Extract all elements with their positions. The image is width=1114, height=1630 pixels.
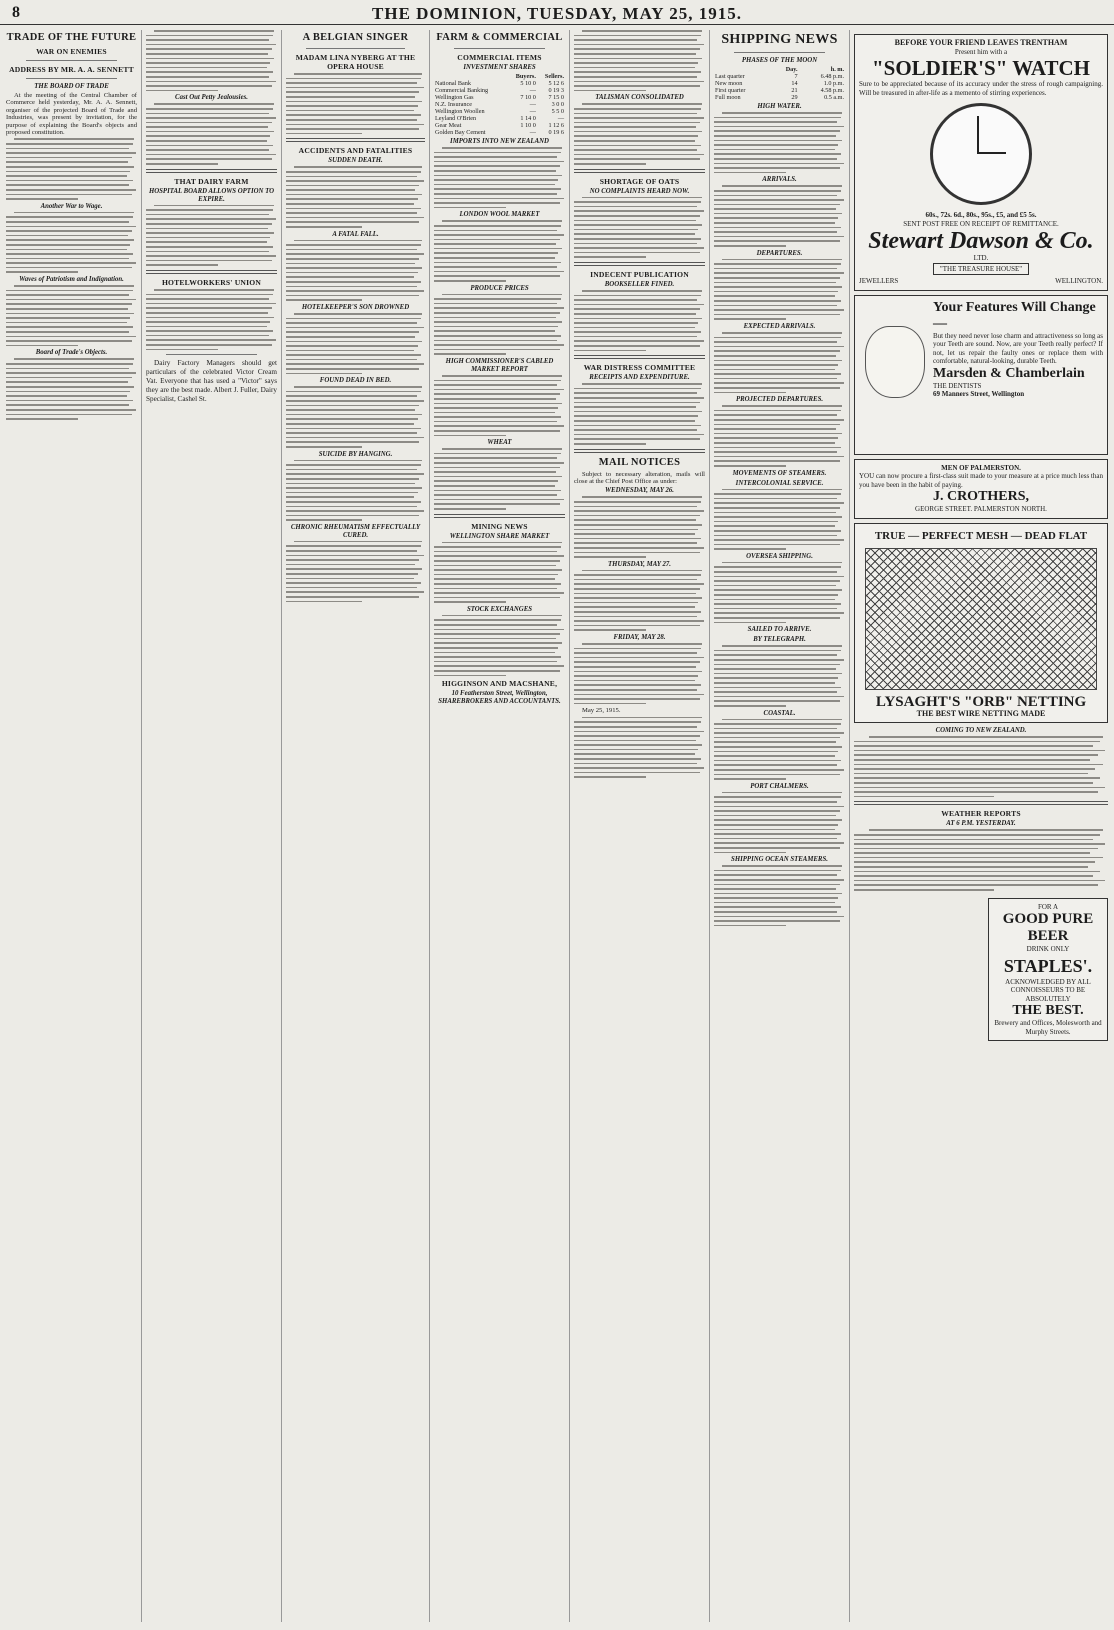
advert-title: HIGGINSON AND MACSHANE, [441, 679, 558, 689]
table-cell: 6.48 p.m. [820, 73, 844, 80]
section-heading: THURSDAY, MAY 27. [608, 560, 671, 568]
section-heading: STOCK EXCHANGES [466, 605, 533, 613]
article-body [286, 240, 425, 301]
mail-intro: Subject to necessary alteration, mails will close at the Chief Post Office as under: [574, 470, 705, 485]
section-heading: SUICIDE BY HANGING. [318, 450, 393, 458]
table-cell: 21 [791, 87, 798, 94]
article-body [146, 289, 277, 350]
table-cell: — [529, 87, 536, 94]
article-title: WAR DISTRESS COMMITTEE [583, 363, 696, 373]
table-cell: — [529, 108, 536, 115]
table-row [434, 108, 565, 115]
advert-text: THE BEST. [1012, 1003, 1084, 1019]
article-body [574, 717, 705, 778]
section-heading: Cast Out Petty Jealousies. [175, 94, 248, 102]
section-heading: WELLINGTON SHARE MARKET [449, 532, 550, 540]
article-body [574, 643, 705, 704]
article-body [714, 489, 845, 550]
table-cell: Full moon [715, 94, 741, 101]
advert-text: WELLINGTON. [1055, 277, 1103, 285]
column-continued [142, 30, 282, 1622]
section-heading: INVESTMENT SHARES [463, 64, 536, 71]
moon-table [714, 66, 845, 101]
table-cell: Last quarter [715, 73, 745, 80]
wristwatch-illustration [930, 103, 1032, 205]
article-body [714, 405, 845, 466]
article-body [286, 386, 425, 447]
section-heading: FOUND DEAD IN BED. [319, 377, 392, 385]
section-heading: OVERSEA SHIPPING. [746, 552, 813, 560]
table-cell: 0 19 3 [548, 87, 564, 94]
article-subtitle: RECEIPTS AND EXPENDITURE. [589, 374, 690, 382]
article-body [574, 496, 705, 557]
advert-text: THE DENTISTS [933, 381, 982, 390]
table-cell: Golden Bay Cement [435, 129, 486, 136]
table-header: Buyers. [515, 73, 536, 80]
article-body [854, 736, 1108, 797]
article-body [714, 112, 845, 173]
article-title: TRADE OF THE FUTURE [6, 32, 137, 43]
table-cell: N.Z. Insurance [435, 101, 472, 108]
table-header: h. m. [830, 66, 844, 73]
watch-advert [854, 34, 1108, 291]
column-news [570, 30, 710, 1622]
table-cell: 5 5 0 [551, 108, 564, 115]
section-heading: WHEAT [487, 439, 512, 447]
section-heading: PROJECTED DEPARTURES. [735, 396, 824, 404]
section-heading: MOVEMENTS OF STEAMERS. [732, 469, 827, 477]
section-heading: INTERCOLONIAL SERVICE. [735, 479, 824, 487]
article-title: HOTELWORKERS' UNION [161, 277, 262, 287]
section-title: ACCIDENTS AND FATALITIES [298, 146, 413, 156]
advert-firm: Marsden & Chamberlain [933, 365, 1085, 381]
table-header: Sellers. [544, 73, 564, 80]
table-cell: 14 [791, 80, 798, 87]
table-header [434, 73, 507, 80]
article-subtitle: MADAM LINA NYBERG AT THE OPERA HOUSE [295, 53, 416, 71]
advert-address: Brewery and Offices, Molesworth and Murphy Streets. [994, 1019, 1102, 1036]
table-cell: Commercial Banking [435, 87, 489, 94]
article-body [574, 570, 705, 631]
page-number: 8 [12, 4, 20, 21]
article-body [286, 313, 425, 374]
beer-advert [988, 898, 1108, 1042]
article-body [146, 30, 277, 91]
face-illustration [865, 326, 925, 398]
table-cell: 5 10 0 [520, 80, 536, 87]
section-heading: PRODUCE PRICES [470, 284, 529, 292]
shares-table [434, 73, 565, 136]
section-heading: CHRONIC RHEUMATISM EFFECTUALLY CURED. [290, 523, 421, 539]
article-title: SHORTAGE OF OATS [599, 176, 680, 186]
table-cell: 3 0 0 [551, 101, 564, 108]
article-body [6, 212, 137, 273]
advert-headline: MEN OF PALMERSTON. [941, 463, 1021, 472]
article-body [434, 448, 565, 509]
article-body [434, 220, 565, 281]
advert-text: JEWELLERS [859, 277, 899, 285]
section-title: MINING NEWS [471, 521, 528, 531]
advert-text: YOU can now procure a first-class suit made to your measure at a price much less than you have been in the habit of paying. [859, 472, 1103, 489]
section-heading: AT 6 P.M. YESTERDAY. [946, 820, 1016, 828]
section-title: FARM & COMMERCIAL [436, 32, 563, 43]
article-body [286, 166, 425, 227]
section-heading: HOTELKEEPER'S SON DROWNED [301, 303, 410, 311]
article-body [434, 294, 565, 355]
table-cell: Wellington Woollen [435, 108, 485, 115]
table-header: Day. [785, 66, 798, 73]
article-body [574, 30, 705, 91]
table-row [434, 80, 565, 87]
advert-price: 60s., 72s. 6d., 80s., 95s., £5, and £5 5s. [925, 211, 1037, 219]
article-title: THAT DAIRY FARM [174, 176, 249, 186]
crothers-advert [854, 459, 1108, 519]
advert-text: THE BEST WIRE NETTING MADE [916, 708, 1046, 718]
article-body [286, 541, 425, 602]
advert-firm: J. CROTHERS, [932, 489, 1030, 504]
table-row [714, 80, 845, 87]
advert-address: 69 Manners Street, Wellington [933, 390, 1025, 398]
article-body [286, 460, 425, 521]
column-farm-commercial [430, 30, 570, 1622]
section-title: WEATHER REPORTS [941, 809, 1021, 819]
article-subtitle: WAR ON ENEMIES [36, 47, 107, 56]
advert-text: LTD. [973, 254, 989, 262]
table-row [434, 87, 565, 94]
table-cell: 29 [791, 94, 798, 101]
section-heading: HIGH COMMISSIONER'S CABLED MARKET REPORT [445, 357, 554, 373]
section-heading: DEPARTURES. [756, 249, 803, 257]
table-cell: 1 12 6 [548, 122, 564, 129]
advert-title: Your Features Will Change— [933, 299, 1096, 331]
table-row [434, 94, 565, 101]
column-trade [2, 30, 142, 1622]
advert-title: "SOLDIER'S" WATCH [871, 56, 1091, 80]
advert-title: LYSAGHT'S "ORB" NETTING [875, 693, 1087, 710]
table-cell: 0 19 6 [548, 129, 564, 136]
article-body [714, 562, 845, 623]
table-cell: 0.5 a.m. [824, 94, 844, 101]
section-heading: SAILED TO ARRIVE. [747, 626, 812, 634]
section-heading: BY TELEGRAPH. [753, 636, 806, 644]
table-cell: 1 14 0 [520, 115, 536, 122]
section-title: MAIL NOTICES [598, 456, 681, 468]
article-body [146, 103, 277, 164]
article-body [714, 185, 845, 246]
article-body [434, 615, 565, 676]
table-cell: National Bank [435, 80, 471, 87]
advert-text: SENT POST FREE ON RECEIPT OF REMITTANCE. [903, 219, 1059, 228]
advert-text: FOR A [1037, 902, 1059, 911]
section-heading: A FATAL FALL. [332, 230, 379, 238]
table-row [714, 73, 845, 80]
article-body [434, 542, 565, 603]
article-byline: ADDRESS BY MR. A. A. SENNETT [9, 65, 134, 74]
advert-brand: STAPLES'. [1003, 955, 1093, 976]
column-singer [282, 30, 430, 1622]
section-heading: LONDON WOOL MARKET [459, 211, 540, 219]
table-cell: 7 10 0 [520, 94, 536, 101]
section-heading: WEDNESDAY, MAY 26. [605, 487, 674, 495]
stewart-dawson-logo: Stewart Dawson & Co. [868, 228, 1094, 254]
section-heading: THE BOARD OF TRADE [34, 83, 109, 90]
table-cell: 1 10 0 [520, 122, 536, 129]
article-body [574, 103, 705, 164]
column-shipping [710, 30, 850, 1622]
table-cell: Gear Meat [435, 122, 462, 129]
section-heading: COMING TO NEW ZEALAND. [935, 727, 1027, 734]
article-body [714, 645, 845, 706]
table-row [434, 122, 565, 129]
article-body [714, 719, 845, 780]
section-heading: HIGH WATER. [757, 103, 802, 110]
article-title: A BELGIAN SINGER [302, 32, 409, 43]
table-cell: — [529, 129, 536, 136]
advert-text: Present him with a [954, 47, 1008, 56]
table-cell: — [529, 101, 536, 108]
section-heading: Another War to Wage. [40, 202, 103, 210]
advert-address: GEORGE STREET. PALMERSTON NORTH. [915, 505, 1047, 513]
table-cell: — [557, 115, 564, 122]
section-heading: TALISMAN CONSOLIDATED [595, 94, 684, 102]
table-row [714, 87, 845, 94]
advert-text: "THE TREASURE HOUSE" [933, 263, 1029, 276]
table-row [434, 101, 565, 108]
table-header [714, 66, 773, 73]
article-body [6, 358, 137, 419]
advert-headline: BEFORE YOUR FRIEND LEAVES TRENTHAM [894, 38, 1068, 47]
article-title: COMMERCIAL ITEMS [457, 53, 542, 62]
article-body [574, 290, 705, 351]
article-subtitle: NO COMPLAINTS HEARD NOW. [589, 187, 690, 195]
table-cell: Wellington Gas [435, 94, 474, 101]
dentist-advert [854, 295, 1108, 455]
article-body [434, 375, 565, 436]
article-body [286, 73, 425, 134]
article-subtitle: BOOKSELLER FINED. [604, 280, 675, 288]
advert-text: DRINK ONLY [1026, 945, 1070, 954]
netting-advert [854, 523, 1108, 724]
article-body [854, 829, 1108, 890]
section-heading: FRIDAY, MAY 28. [613, 634, 666, 641]
article-body [434, 147, 565, 208]
advert-headline: GOOD PURE BEER [1002, 911, 1094, 945]
section-heading: COASTAL. [763, 709, 796, 717]
section-heading: ARRIVALS. [762, 176, 797, 184]
table-cell: 5 12 6 [548, 80, 564, 87]
article-paragraph: At the meeting of the Central Chamber of Commerce held yesterday, Mr. A. A. Sennett, organiser of the projected Board of Trade and Industries, was present by invitation, for the purpose of explaining the Board's objects and proposed constitution. [6, 92, 137, 137]
table-cell: 1.0 p.m. [823, 80, 844, 87]
section-heading: Waves of Patriotism and Indignation. [19, 276, 124, 284]
advert-headline: TRUE — PERFECT MESH — DEAD FLAT [874, 529, 1088, 542]
article-body [714, 865, 845, 926]
table-cell: Leyland O'Brien [435, 115, 477, 122]
section-heading: Board of Trade's Objects. [35, 349, 108, 357]
table-cell: First quarter [715, 87, 746, 94]
article-body [574, 383, 705, 444]
article-subtitle: HOSPITAL BOARD ALLOWS OPTION TO EXPIRE. [148, 187, 275, 203]
advert-text: ACKNOWLEDGED BY ALL CONNOISSEURS TO BE ABSOLUTELY [1005, 977, 1091, 1003]
table-row [434, 115, 565, 122]
section-heading: EXPECTED ARRIVALS. [743, 322, 816, 330]
article-body [146, 205, 277, 266]
wire-netting-illustration [865, 548, 1097, 690]
advert-text: Dairy Factory Managers should get particulars of the celebrated Victor Cream Vat. Everyone that has used a "Victor" says they are the best made. Albert J. Fuller, Dairy Specialist, Cashel St. [146, 359, 277, 404]
advert-text: But they need never lose charm and attractiveness so long as your Teeth are sound. Now, are your Teeth really perfect? If not, let us repair the faulty ones or replace them with comfortable, natural-looking, durable Teeth. [933, 331, 1103, 365]
section-title: SHIPPING NEWS [721, 32, 838, 47]
section-heading: IMPORTS INTO NEW ZEALAND [450, 138, 549, 145]
column-adverts [850, 30, 1112, 1622]
article-title: INDECENT PUBLICATION [590, 269, 689, 279]
article-body [6, 285, 137, 346]
advert-text: Sure to be appreciated because of its accuracy under the stress of rough campaigning. Will be treasured in after-life as a memento of stirring experiences. [859, 80, 1103, 97]
article-body [714, 792, 845, 853]
table-cell: 4.58 p.m. [820, 87, 844, 94]
masthead [0, 0, 1114, 25]
section-heading: SHIPPING OCEAN STEAMERS. [731, 856, 828, 864]
article-body [574, 197, 705, 258]
article-body [714, 259, 845, 320]
section-heading: PHASES OF THE MOON [741, 57, 818, 64]
section-heading: PORT CHALMERS. [750, 782, 809, 790]
newspaper-title: THE DOMINION, TUESDAY, MAY 25, 1915. [372, 4, 742, 23]
section-heading: SUDDEN DEATH. [328, 157, 383, 165]
table-row [434, 129, 565, 136]
article-body [6, 138, 137, 199]
table-cell: New moon [715, 80, 743, 87]
dateline: May 25, 1915. [582, 707, 621, 715]
article-body [714, 332, 845, 393]
table-cell: 7 [794, 73, 798, 80]
table-row [714, 94, 845, 101]
advert-text: 10 Featherston Street, Wellington, SHAREBROKERS AND ACCOUNTANTS. [438, 690, 561, 706]
table-cell: 7 15 0 [548, 94, 564, 101]
